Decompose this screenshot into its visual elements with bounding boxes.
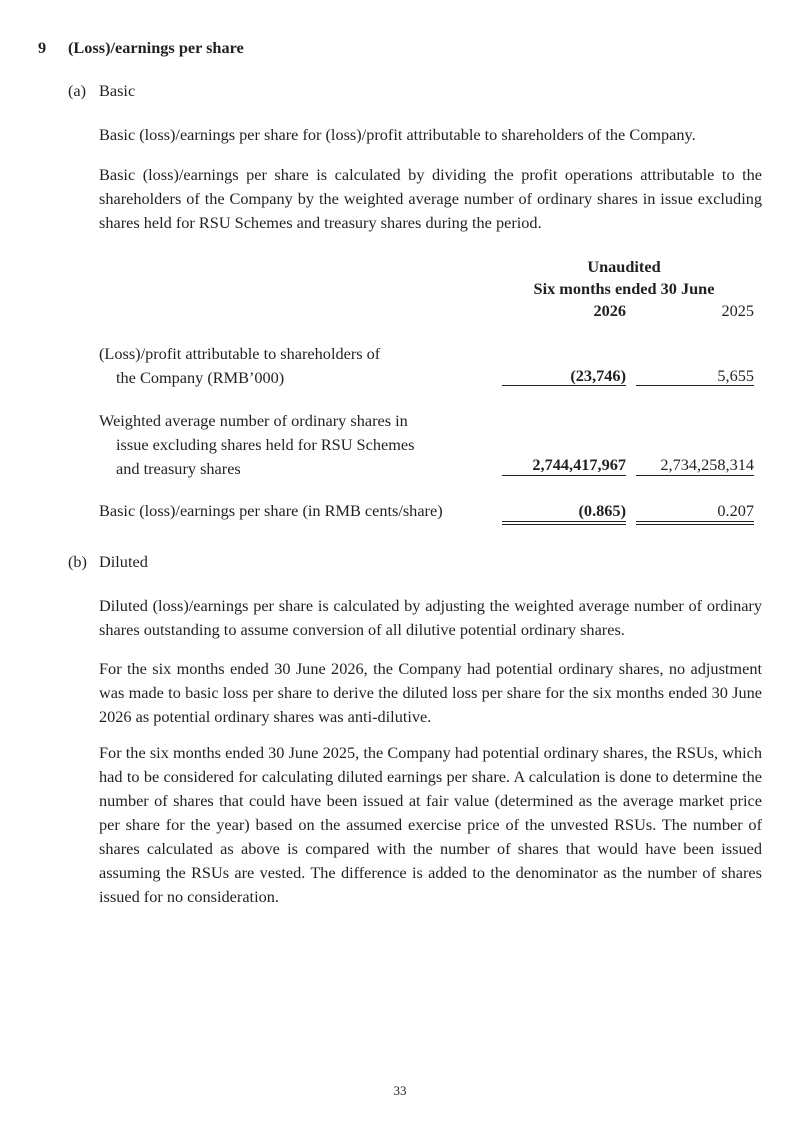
- row-label-line: Basic (loss)/earnings per share (in RMB cents/share): [99, 501, 443, 520]
- table-cell-2026: (0.865): [578, 501, 626, 520]
- diluted-paragraph-2: For the six months ended 30 June 2026, the Company had potential ordinary shares, no adjustment was made to basic loss per share to derive the diluted loss per share for the six months ended 30 June 2026 as potential ordinary shares was anti-dilutive.: [99, 659, 762, 726]
- page-number: 33: [393, 1083, 407, 1098]
- double-underline-rule: [636, 521, 754, 522]
- table-row-label: [99, 409, 499, 481]
- subsection-a-title: Basic: [99, 81, 136, 100]
- double-underline-rule: [502, 524, 626, 525]
- row-label-line: the Company (RMB’000): [116, 368, 285, 387]
- table-row-label: [99, 342, 499, 390]
- row-label-line: (Loss)/profit attributable to shareholders of: [99, 344, 381, 363]
- diluted-paragraph-3: For the six months ended 30 June 2025, the Company had potential ordinary shares, the RSUs, which had to be considered for calculating diluted earnings per share. A calculation is done to determine the number of shares that could have been issued at fair value (determined as the average market price per share for the year) based on the assumed exercise price of the unvested RSUs. The number of shares calculated as above is compared with the number of shares that would have been issued assuming the RSUs are vested. The difference is added to the denominator as the number of shares issued for no consideration.: [99, 743, 762, 906]
- table-header-period: Six months ended 30 June: [533, 279, 715, 298]
- subsection-b-title: Diluted: [99, 552, 148, 571]
- underline-rule: [502, 385, 626, 386]
- section-number: 9: [38, 38, 47, 57]
- double-underline-rule: [502, 521, 626, 522]
- basic-paragraph-2: Basic (loss)/earnings per share is calculated by dividing the profit operations attributable to the shareholders of the Company by the weighted average number of ordinary shares in issue excluding shares held for RSU Schemes and treasury shares during the period.: [99, 165, 762, 232]
- underline-rule: [636, 475, 754, 476]
- row-label-line: issue excluding shares held for RSU Schemes: [116, 435, 415, 454]
- table-header-unaudited: Unaudited: [587, 257, 661, 276]
- table-cell-2025: 5,655: [717, 366, 754, 385]
- table-cell-2026: 2,744,417,967: [532, 455, 626, 474]
- double-underline-rule: [636, 524, 754, 525]
- column-header-2025: 2025: [721, 301, 754, 320]
- table-cell-2025: 2,734,258,314: [660, 455, 754, 474]
- diluted-paragraph-1: Diluted (loss)/earnings per share is calculated by adjusting the weighted average number of ordinary shares outstanding to assume conversion of all dilutive potential ordinary shares.: [99, 596, 762, 639]
- table-cell-2025: 0.207: [717, 501, 754, 520]
- underline-rule: [502, 475, 626, 476]
- row-label-line: Weighted average number of ordinary shares in: [99, 411, 408, 430]
- underline-rule: [636, 385, 754, 386]
- subsection-b-label: (b): [68, 552, 87, 571]
- section-title: (Loss)/earnings per share: [68, 38, 244, 57]
- row-label-line: and treasury shares: [116, 459, 241, 478]
- table-cell-2026: (23,746): [570, 366, 626, 385]
- subsection-a-label: (a): [68, 81, 87, 100]
- basic-paragraph-1: Basic (loss)/earnings per share for (loss)/profit attributable to shareholders of the Company.: [99, 125, 696, 144]
- column-header-2026: 2026: [593, 301, 626, 320]
- table-row-label: [99, 499, 499, 523]
